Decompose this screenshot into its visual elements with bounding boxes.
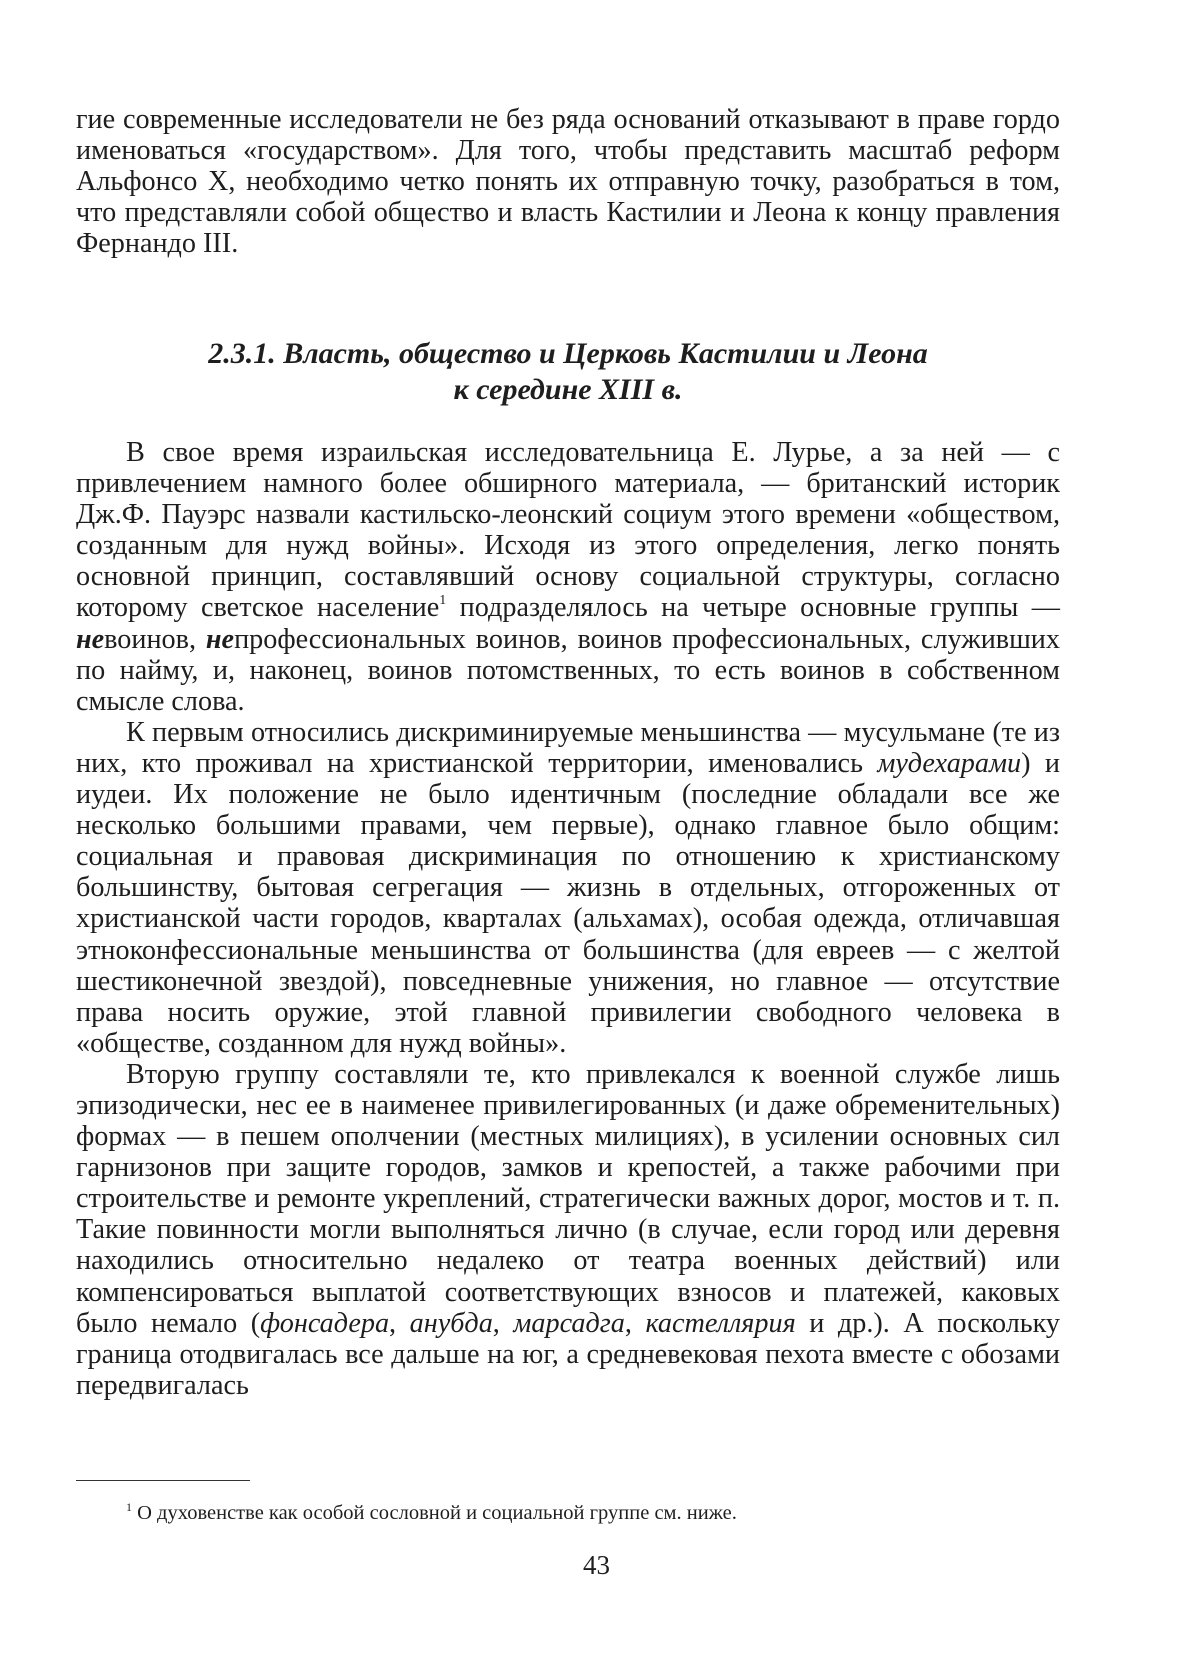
paragraph-1-text-d: профессиональных воинов, воинов профессиональных, служивших по найму, и, наконец, воинов потомственных, то есть воинов в собственном смысле слова.: [76, 623, 1060, 717]
separator: ,: [624, 1307, 646, 1339]
paragraph-2: [76, 717, 1060, 1059]
separator: ,: [389, 1307, 410, 1339]
separator: ,: [492, 1307, 514, 1339]
term-anubda: анубда: [409, 1307, 493, 1339]
paragraph-3-text-b: и др.). А поскольку граница отодвигалась все дальше на юг, а средневековая пехота вместе с обозами передвигалась: [76, 1307, 1061, 1401]
paragraph-2-text-a: К первым относились дискриминируемые меньшинства — мусульмане (те из них, кто проживал на христианской территории, именовались: [76, 716, 1060, 779]
paragraph-1-text-c: воинов,: [104, 623, 206, 655]
emphasis-ne-1: не: [76, 623, 105, 655]
page-number: 43: [583, 1550, 610, 1580]
term-marsadga: марсадга: [513, 1307, 625, 1339]
paragraph-2-text-b: ) и иудеи. Их положение не было идентичным (последние обладали все же несколько большими правами, чем первые), однако главное было общим: социальная и правовая дискриминация по отношению к христианскому большинству, бытовая сегрегация — жизнь в отдельных, отгороженных от христианской части городов, кварталах (альхамах), особая одежда, отличавшая этноконфессиональные меньшинства от большинства (для евреев — с желтой шестиконечной звездой), повседневные унижения, но главное — отсутствие права носить оружие, этой главной привилегии свободного человека в «обществе, созданном для нужд войны».: [76, 747, 1060, 1059]
footnote-text: О духовенстве как особой сословной и социальной группе см. ниже.: [132, 1502, 737, 1524]
paragraph-1-text-b: подразделялось на четыре основные группы —: [446, 592, 1060, 624]
section-heading: [76, 336, 1060, 408]
footnote-marker: 1: [126, 1500, 132, 1514]
term-castellaria: кастеллярия: [645, 1307, 796, 1339]
body-text: [76, 437, 1060, 1401]
emphasis-ne-2: не: [205, 623, 235, 655]
section-heading-line-2: к середине XIII в.: [453, 373, 683, 406]
paragraph-1-text-a: В свое время израильская исследовательница Е. Лурье, а за ней — с привлечением намного более обширного материала, — британский историк Дж.Ф. Пауэрс назвали кастильско-леонский социум этого времени «обществом, созданным для нужд войны». Исходя из этого определения, легко понять основной принцип, составлявший основу социальной структуры, согласно которому светское население: [76, 437, 1060, 624]
paragraph-1: [76, 437, 1060, 717]
term-mudejar: мудехарами: [877, 747, 1022, 779]
footnote-divider: [76, 1480, 250, 1481]
paragraph-3: [76, 1059, 1060, 1401]
footnote: [126, 1500, 737, 1526]
intro-paragraph: [76, 104, 1060, 259]
section-heading-line-1: 2.3.1. Власть, общество и Церковь Кастилии и Леона: [208, 337, 928, 370]
intro-text: гие современные исследователи не без ряда оснований отказывают в праве гордо именоваться «государством». Для того, чтобы представить масштаб реформ Альфонсо X, необходимо четко понять их отправную точку, разобраться в том, что представляли собой общество и власть Кастилии и Леона к концу правления Фернандо III.: [76, 104, 1060, 260]
paragraph-3-text-a: Вторую группу составляли те, кто привлекался к военной службе лишь эпизодически, нес ее в наименее привилегированных (и даже обременительных) формах — в пешем ополчении (местных милициях), в усилении основных сил гарнизонов при защите городов, замков и крепостей, а также рабочими при строительстве и ремонте укреплений, стратегически важных дорог, мостов и т. п. Такие повинности могли выполняться лично (в случае, если город или деревня находились относительно недалеко от театра военных действий) или компенсироваться выплатой соответствующих взносов и платежей, каковых было немало (: [76, 1058, 1060, 1339]
term-fonsadera: фонсадера: [260, 1307, 390, 1339]
footnote-ref: 1: [439, 593, 447, 609]
